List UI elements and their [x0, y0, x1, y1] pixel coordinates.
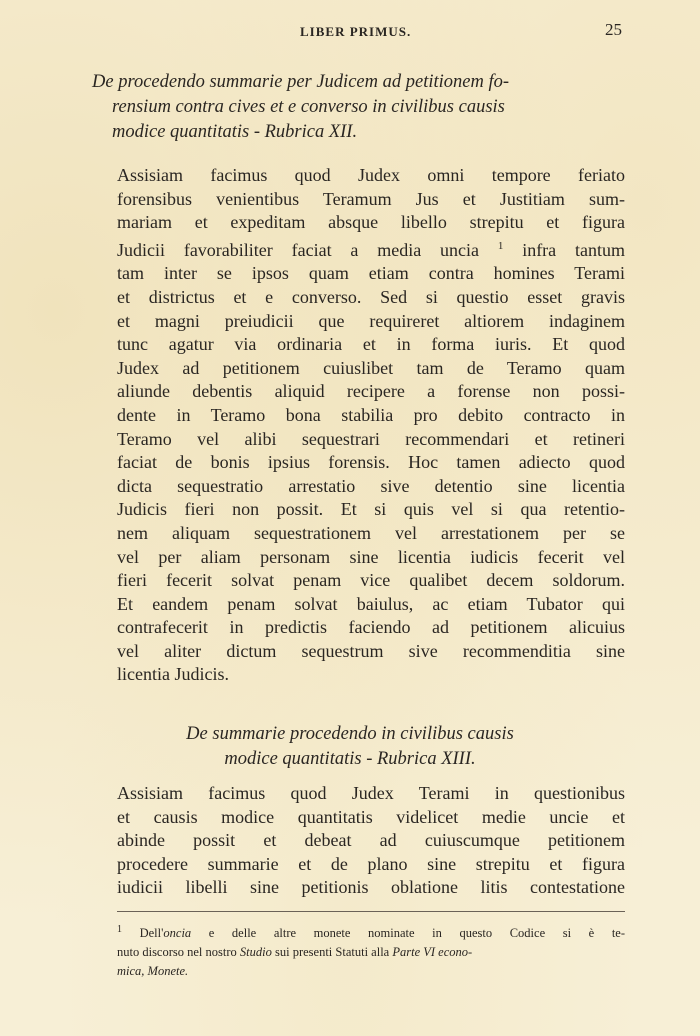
footnote-text: e delle altre monete nominate in questo Codice si è te-	[191, 926, 626, 941]
footnote-line	[117, 920, 625, 943]
text-line: Teramo vel alibi sequestrari recommendari et retineri	[117, 428, 625, 449]
text-line: Judicis fieri non possit. Et si quis vel si qua retentio-	[117, 499, 625, 520]
rubric-line: modice quantitatis - Rubrica XIII.	[224, 749, 476, 769]
text-line-tail: infra tantum	[503, 239, 625, 260]
text-line: et magni preiudicii que requireret altiorem indaginem	[117, 310, 625, 331]
text-line: abinde possit et debeat ad cuiuscumque petitionem	[117, 830, 625, 851]
text-line: et districtus et e converso. Sed si questio esset gravis	[117, 286, 625, 307]
text-line-content: Judicii favorabiliter faciat a media uncia	[117, 239, 498, 260]
footnote-term: mica, Monete.	[117, 964, 189, 979]
text-line: tam inter se ipsos quam etiam contra homines Terami	[117, 263, 625, 284]
text-line: mariam et expeditam absque libello strepitu et figura	[117, 212, 625, 233]
text-line	[117, 164, 625, 188]
text-line: forensibus venientibus Teramum Jus et Justitiam sum-	[117, 188, 625, 209]
text-line: Judex ad petitionem cuiuslibet tam de Teramo quam	[117, 357, 625, 378]
footnote-marker: 1	[117, 924, 122, 935]
rubric-line: De summarie procedendo in civilibus causis	[186, 724, 514, 744]
footnote-divider	[117, 911, 625, 912]
footnote-term: Studio	[239, 945, 272, 960]
text-line-content: Assisiam facimus quod Judex omni tempore feriato	[117, 165, 625, 185]
text-line: aliunde debentis aliquid recipere a forense non possi-	[117, 381, 625, 402]
rubric-line: De procedendo summarie per Judicem ad petitionem fo-	[92, 72, 509, 92]
footnote	[117, 920, 625, 981]
text-line: dicta sequestratio arrestatio sive detentio sine licentia	[117, 475, 625, 496]
text-line: faciat de bonis ipsius forensis. Hoc tamen adiecto quod	[117, 452, 625, 473]
text-line: fieri fecerit solvat penam vice qualibet decem soldorum.	[117, 570, 625, 591]
text-line: dente in Teramo bona stabilia pro debito contracto in	[117, 404, 625, 425]
text-line	[117, 235, 625, 263]
footnote-term: oncia	[163, 926, 192, 941]
text-line: licentia Judicis.	[117, 664, 229, 685]
running-title: LIBER PRIMUS.	[300, 24, 412, 39]
footnote-text: sui presenti Statuti alla	[271, 945, 393, 960]
footnote-reference: 1	[497, 239, 504, 252]
rubric-line: rensium contra cives et e converso in civilibus causis	[112, 97, 505, 117]
text-line: procedere summarie et de plano sine strepitu et figura	[117, 853, 625, 874]
footnote-term: Parte VI econo-	[392, 945, 473, 960]
running-head	[0, 20, 700, 44]
text-line: et causis modice quantitatis videlicet medie uncie et	[117, 806, 625, 827]
text-line: vel per aliam personam sine licentia iudicis fecerit vel	[117, 546, 625, 567]
footnote-line	[117, 962, 625, 981]
footnote-text: Dell'	[122, 926, 164, 941]
rubric-xiii-paragraph	[117, 782, 625, 900]
page-number: 25	[605, 20, 622, 39]
text-line: nem aliquam sequestrationem vel arrestationem per se	[117, 522, 625, 543]
text-line: tunc agatur via ordinaria et in forma iuris. Et quod	[117, 334, 625, 355]
text-line: Et eandem penam solvat baiulus, ac etiam Tubator qui	[117, 593, 625, 614]
footnote-text: nuto discorso nel nostro	[117, 945, 240, 960]
footnote-line	[117, 943, 625, 962]
text-line: Assisiam facimus quod Judex Terami in questionibus	[117, 783, 625, 803]
text-line: vel aliter dictum sequestrum sive recommenditia sine	[117, 640, 625, 661]
rubric-xii-heading	[92, 70, 624, 145]
text-line: contrafecerit in predictis faciendo ad petitionem alicuius	[117, 617, 625, 638]
rubric-line: modice quantitatis - Rubrica XII.	[112, 122, 358, 142]
text-line: iudicii libelli sine petitionis oblatione litis contestatione	[117, 877, 625, 898]
rubric-xii-paragraph	[117, 164, 625, 687]
rubric-xiii-heading	[110, 722, 590, 772]
